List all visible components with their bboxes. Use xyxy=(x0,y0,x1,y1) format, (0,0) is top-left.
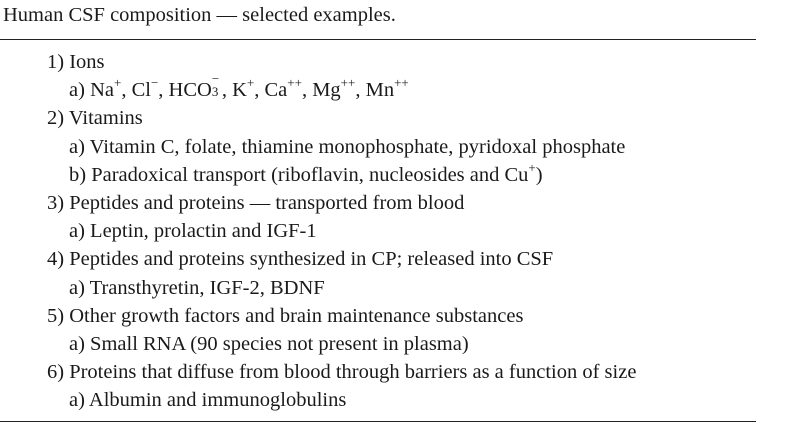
sub-item-vitamins-b: b) Paradoxical transport (riboflavin, nucleosides and Cu+) xyxy=(69,159,543,186)
list-item-vitamins: 2) Vitamins xyxy=(47,107,143,130)
sub-item-growth-factors-a: a) Small RNA (90 species not present in plasma) xyxy=(69,332,469,355)
list-item-transported-peptides: 3) Peptides and proteins — transported from blood xyxy=(47,191,465,214)
sub-item-synthesized-peptides-a: a) Transthyretin, IGF-2, BDNF xyxy=(69,276,325,299)
sub-item-prefix: a) xyxy=(69,79,91,102)
ion-cl: Cl− xyxy=(131,75,159,102)
ion-k: K+ xyxy=(232,75,255,102)
top-rule xyxy=(0,39,756,40)
table-caption: Human CSF composition — selected examples. xyxy=(3,4,396,26)
bottom-rule xyxy=(0,421,756,422)
ion-hco3: HCO − 3 xyxy=(168,71,220,102)
ion-mn: Mn++ xyxy=(365,75,409,102)
ion-ca: Ca++ xyxy=(264,75,302,102)
composition-list xyxy=(0,48,760,414)
ion-na: Na+ xyxy=(90,75,122,102)
sub-item-transported-peptides-a: a) Leptin, prolactin and IGF-1 xyxy=(69,220,317,243)
list-item-growth-factors: 5) Other growth factors and brain maintenance substances xyxy=(47,304,524,327)
sub-item-ions-list: a) Na+, Cl−, HCO − 3 , K+, Ca++, Mg++, Mn++ xyxy=(69,71,409,102)
sub-item-diffusing-proteins-a: a) Albumin and immunoglobulins xyxy=(69,389,347,412)
ion-mg: Mg++ xyxy=(312,75,356,102)
list-item-diffusing-proteins: 6) Proteins that diffuse from blood through barriers as a function of size xyxy=(47,361,637,384)
list-item-ions: 1) Ions xyxy=(47,51,105,73)
list-item-synthesized-peptides: 4) Peptides and proteins synthesized in CP; released into CSF xyxy=(47,248,554,271)
sub-item-vitamins-a: a) Vitamin C, folate, thiamine monophosphate, pyridoxal phosphate xyxy=(69,135,626,158)
